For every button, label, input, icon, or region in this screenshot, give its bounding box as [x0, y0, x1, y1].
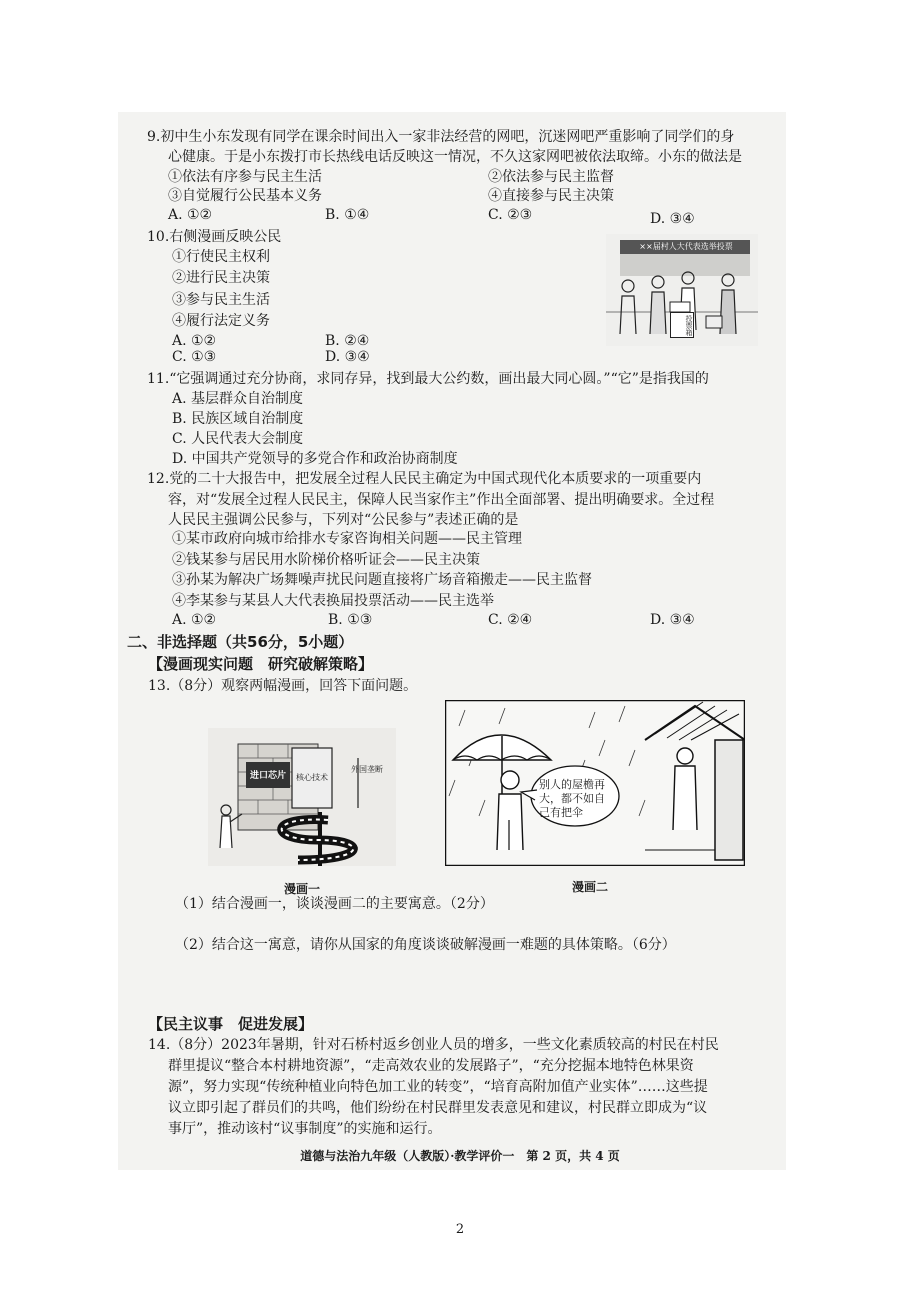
comic-one-caption: 漫画一	[284, 882, 321, 896]
q9-statement-1: ①依法有序参与民主生活	[168, 169, 322, 185]
section-comic-heading: 【漫画现实问题 研究破解策略】	[148, 655, 374, 673]
q11-option-c: C. 人民代表大会制度	[172, 431, 304, 447]
q9-option-d: D. ③④	[650, 211, 695, 227]
q12-statement-1: ①某市政府向城市给排水专家咨询相关问题——民主管理	[172, 531, 522, 547]
q9-statement-2: ②依法参与民主监督	[488, 169, 614, 185]
election-banner: ××届村人大代表选举投票	[639, 242, 733, 251]
ballot-box: 投票箱	[670, 312, 694, 338]
q10-statement-4: ④履行法定义务	[172, 313, 270, 329]
q9-stem-line1: 9.初中生小东发现有同学在课余时间出入一家非法经营的网吧，沉迷网吧严重影响了同学们的身	[147, 129, 735, 145]
q12-statement-2: ②钱某参与居民用水阶梯价格听证会——民主决策	[172, 552, 480, 568]
section-democracy-heading: 【民主议事 促进发展】	[148, 1015, 314, 1033]
q10-option-d: D. ③④	[325, 349, 370, 365]
imported-chip-label: 进口芯片	[249, 771, 286, 781]
page-number: 2	[455, 1222, 465, 1237]
q10-statement-1: ①行使民主权利	[172, 249, 270, 265]
q12-option-a: A. ①②	[172, 612, 217, 628]
q10-option-a: A. ①②	[172, 333, 217, 349]
speech-bubble	[539, 778, 613, 820]
q12-stem-line2: 容，对“发展全过程人民民主，保障人民当家作主”作出全面部署、提出明确要求。全过程	[168, 492, 715, 508]
comic-one	[208, 728, 396, 866]
election-cartoon	[606, 234, 758, 346]
q14-line3: 源”，努力实现“传统种植业向特色加工业的转变”，“培育高附加值产业实体”……这些提	[168, 1079, 708, 1095]
q11-stem: 11.“它强调通过充分协商，求同存异，找到最大公约数，画出最大同心圆。”“它”是指我国的	[147, 371, 709, 387]
page-footer: 道德与法治九年级（人教版）·教学评价一 第 2 页，共 4 页	[300, 1149, 620, 1163]
q14-line4: 议立即引起了群员们的共鸣，他们纷纷在村民群里发表意见和建议，村民群立即成为“议	[168, 1100, 708, 1116]
speech-line-1: 别人的屋檐再	[539, 778, 605, 791]
q14-line5: 事厅”，推动该村“议事制度”的实施和运行。	[168, 1121, 442, 1137]
q9-stem-line2: 心健康。于是小东拨打市长热线电话反映这一情况，不久这家网吧被依法取缔。小东的做法是	[168, 149, 742, 165]
comic-two-caption: 漫画二	[572, 880, 609, 894]
q10-option-b: B. ②④	[325, 333, 370, 349]
q14-line2: 群里提议“整合本村耕地资源”，“走高效农业的发展路子”，“充分挖掘本地特色林果资	[168, 1058, 694, 1074]
q9-option-b: B. ①④	[325, 207, 370, 223]
q10-statement-2: ②进行民主决策	[172, 270, 270, 286]
part-two-heading: 二、非选择题（共56分，5小题）	[127, 633, 354, 651]
speech-line-2: 大，都不如自	[539, 792, 605, 805]
q14-line1: 14.（8分）2023年暑期，针对石桥村返乡创业人员的增多，一些文化素质较高的村民在村民	[148, 1037, 719, 1053]
q10-statement-3: ③参与民主生活	[172, 292, 270, 308]
q12-option-d: D. ③④	[650, 612, 695, 628]
speech-line-3: 己有把伞	[539, 806, 583, 819]
q10-stem: 10.右侧漫画反映公民	[147, 229, 282, 245]
q9-option-c: C. ②③	[488, 207, 533, 223]
q11-option-a: A. 基层群众自治制度	[172, 391, 304, 407]
q13-sub-question-2: （2）结合这一寓意，请你从国家的角度谈谈破解漫画一难题的具体策略。（6分）	[175, 937, 676, 953]
q12-option-b: B. ①③	[328, 612, 373, 628]
q9-statement-3: ③自觉履行公民基本义务	[168, 188, 322, 204]
q12-stem-line3: 人民民主强调公民参与，下列对“公民参与”表述正确的是	[168, 512, 519, 528]
q11-option-d: D. 中国共产党领导的多党合作和政治协商制度	[172, 451, 458, 467]
q9-statement-4: ④直接参与民主决策	[488, 188, 614, 204]
q12-stem-line1: 12.党的二十大报告中，把发展全过程人民民主确定为中国式现代化本质要求的一项重要内	[147, 471, 702, 487]
foreign-monopoly-label: 外国垄断	[351, 765, 383, 774]
q9-option-a: A. ①②	[168, 207, 213, 223]
q13-sub-question-1: （1）结合漫画一，谈谈漫画二的主要寓意。（2分）	[175, 896, 494, 912]
q11-option-b: B. 民族区域自治制度	[172, 411, 304, 427]
q12-statement-4: ④李某参与某县人大代表换届投票活动——民主选举	[172, 593, 494, 609]
q13-stem: 13.（8分）观察两幅漫画，回答下面问题。	[148, 678, 418, 694]
core-tech-label: 核心技术	[296, 773, 328, 782]
q12-option-c: C. ②④	[488, 612, 533, 628]
q12-statement-3: ③孙某为解决广场舞噪声扰民问题直接将广场音箱搬走——民主监督	[172, 572, 592, 588]
q10-option-c: C. ①③	[172, 349, 217, 365]
comic-two	[445, 700, 745, 866]
